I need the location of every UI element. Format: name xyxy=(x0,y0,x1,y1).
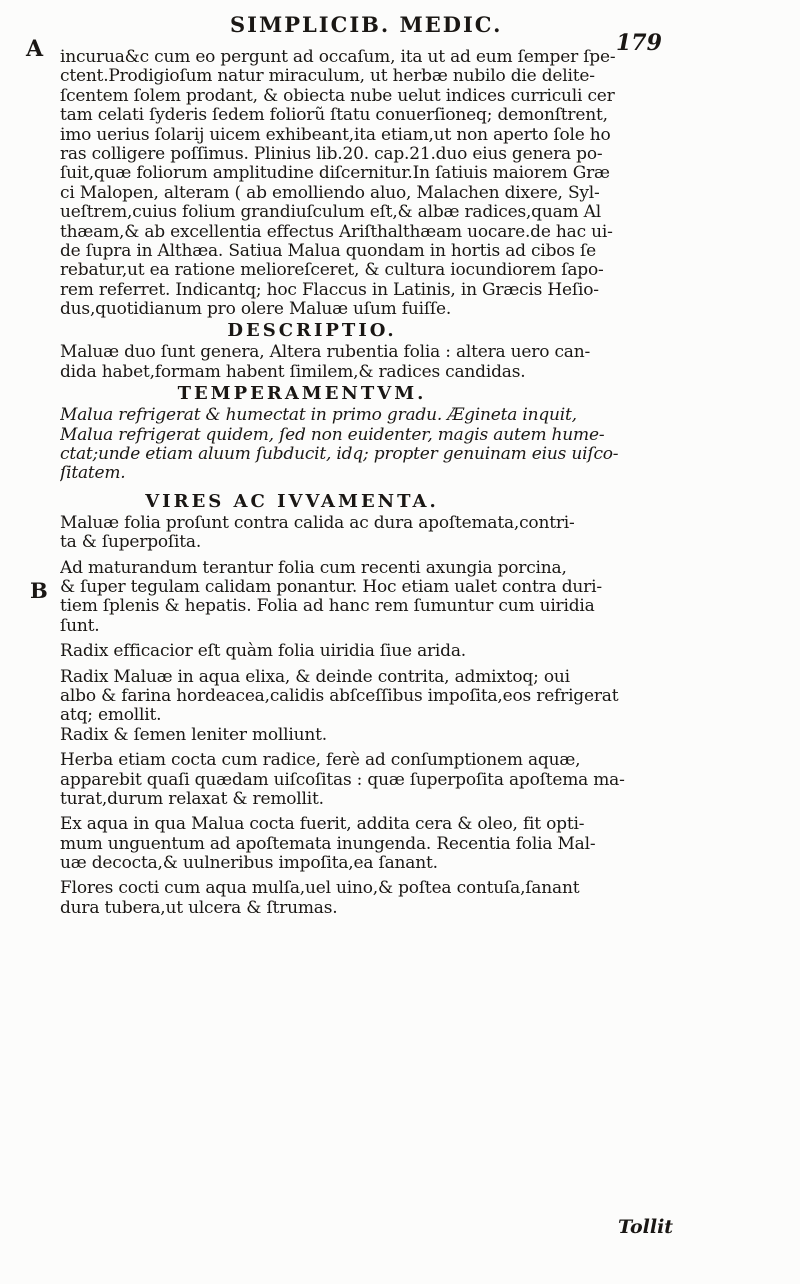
text-line: mum unguentum ad apoſtemata inungenda. Recentia folia Mal- xyxy=(60,834,596,854)
intro-paragraph xyxy=(60,48,684,319)
text-line: dura tubera,ut ulcera & ſtrumas. xyxy=(60,898,338,918)
text-line: tam celati ſyderis ſedem foliorũ ſtatu conuerſioneq; demonſtrent, xyxy=(60,106,608,126)
vires-paragraph-8 xyxy=(60,879,684,918)
text-line: turat,durum relaxat & remollit. xyxy=(60,789,324,809)
text-line: & ſuper tegulam calidam ponantur. Hoc etiam ualet contra duri- xyxy=(60,577,602,597)
text-line: albo & farina hordeacea,calidis abſceſſibus impoſita,eos refrigerat xyxy=(60,686,619,706)
text-line: rebatur,ut ea ratione melioreſceret, & cultura iocundiorem ſapo- xyxy=(60,261,604,281)
text-line: ci Malopen, alteram ( ab emolliendo aluo, Malachen dixere, Syl- xyxy=(60,183,600,203)
vires-paragraph-6 xyxy=(60,751,684,809)
section-heading-temperamentum: TEMPERAMENTVM. xyxy=(177,383,427,405)
section-heading-descriptio: DESCRIPTIO. xyxy=(227,320,397,342)
text-line: Herba etiam cocta cum radice, ferè ad conſumptionem aquæ, xyxy=(60,751,581,771)
vires-paragraph-3 xyxy=(60,642,684,661)
text-line: rem referret. Indicantq; hoc Flaccus in Latinis, in Græcis Heſio- xyxy=(60,280,599,300)
text-line: ueſtrem,cuius folium grandiuſculum eſt,& albæ radices,quam Al xyxy=(60,203,601,223)
vires-paragraph-4 xyxy=(60,668,684,726)
signature-mark-b: B xyxy=(30,578,48,603)
text-line: Radix & ſemen leniter molliunt. xyxy=(60,725,327,745)
text-line: ſcentem ſolem prodant, & obiecta nube uelut indices curriculi cer xyxy=(60,86,615,106)
vires-paragraph-5 xyxy=(60,726,684,745)
text-line: dida habet,formam habent ſimilem,& radices candidas. xyxy=(60,362,526,382)
text-line: atq; emollit. xyxy=(60,706,162,726)
vires-paragraph-2 xyxy=(60,559,684,637)
temperamentum-paragraph xyxy=(60,406,684,484)
text-line: apparebit quaſi quædam uiſcoſitas : quæ ſuperpoſita apoſtema ma- xyxy=(60,770,625,790)
text-line: ras colligere poſſimus. Plinius lib.20. cap.21.duo eius genera po- xyxy=(60,144,603,164)
text-line: ſitatem. xyxy=(60,464,126,484)
text-line: ctat;unde etiam aluum ſubducit, idq; propter genuinam eius uiſco- xyxy=(60,445,619,465)
text-line: Ad maturandum terantur folia cum recenti axungia porcina, xyxy=(60,558,567,578)
text-line: incurua&c cum eo pergunt ad occaſum, ita ut ad eum ſemper ſpe- xyxy=(60,48,616,67)
descriptio-paragraph xyxy=(60,343,684,382)
text-line: imo uerius ſolarij uicem exhibeant,ita etiam,ut non aperto ſole ho xyxy=(60,125,611,145)
text-line: Radix efficacior eſt quàm folia uiridia ſiue arida. xyxy=(60,642,466,662)
text-line: tiem ſplenis & hepatis. Folia ad hanc rem ſumuntur cum uiridia xyxy=(60,597,595,617)
text-line: dus,quotidianum pro olere Maluæ uſum fuiſſe. xyxy=(60,300,452,320)
text-line: ta & ſuperpoſita. xyxy=(60,533,202,553)
text-line: Malua refrigerat quidem, ſed non euidenter, magis autem hume- xyxy=(60,425,605,445)
text-line: Flores cocti cum aqua mulſa,uel uino,& poſtea contuſa,ſanant xyxy=(60,879,580,899)
text-line: Ex aqua in qua Malua cocta fuerit, addita cera & oleo, fit opti- xyxy=(60,815,585,835)
text-line: Maluæ folia proſunt contra calida ac dura apoſtemata,contri- xyxy=(60,513,575,533)
vires-paragraph-1 xyxy=(60,514,684,553)
section-heading-vires: VIRES AC IVVAMENTA. xyxy=(145,490,439,512)
text-line: Radix Maluæ in aqua elixa, & deinde contrita, admixtoq; oui xyxy=(60,667,570,687)
text-line: Malua refrigerat & humectat in primo gradu. Ægineta inquit, xyxy=(60,406,577,426)
text-line: ctent.Prodigioſum natur miraculum, ut herbæ nubilo die delite- xyxy=(60,67,595,87)
body-text xyxy=(60,48,684,918)
vires-paragraph-7 xyxy=(60,815,684,873)
running-head: SIMPLICIB. MEDIC. xyxy=(230,12,503,37)
signature-mark-a: A xyxy=(26,36,44,62)
text-line: uæ decocta,& uulneribus impoſita,ea ſanant. xyxy=(60,854,438,874)
text-line: thæam,& ab excellentia effectus Ariſthalthæam uocare.de hac ui- xyxy=(60,222,613,242)
page-number: 179 xyxy=(616,30,662,56)
text-line: ſuit,quæ foliorum amplitudine diſcernitur.In ſatiuis maiorem Græ xyxy=(60,164,610,184)
text-line: Maluæ duo ſunt genera, Altera rubentia folia : altera uero can- xyxy=(60,343,590,363)
catchword: Tollit xyxy=(618,1216,674,1238)
text-line: ſunt. xyxy=(60,616,100,636)
text-line: de ſupra in Althæa. Satiua Malua quondam in hortis ad cibos ſe xyxy=(60,241,596,261)
